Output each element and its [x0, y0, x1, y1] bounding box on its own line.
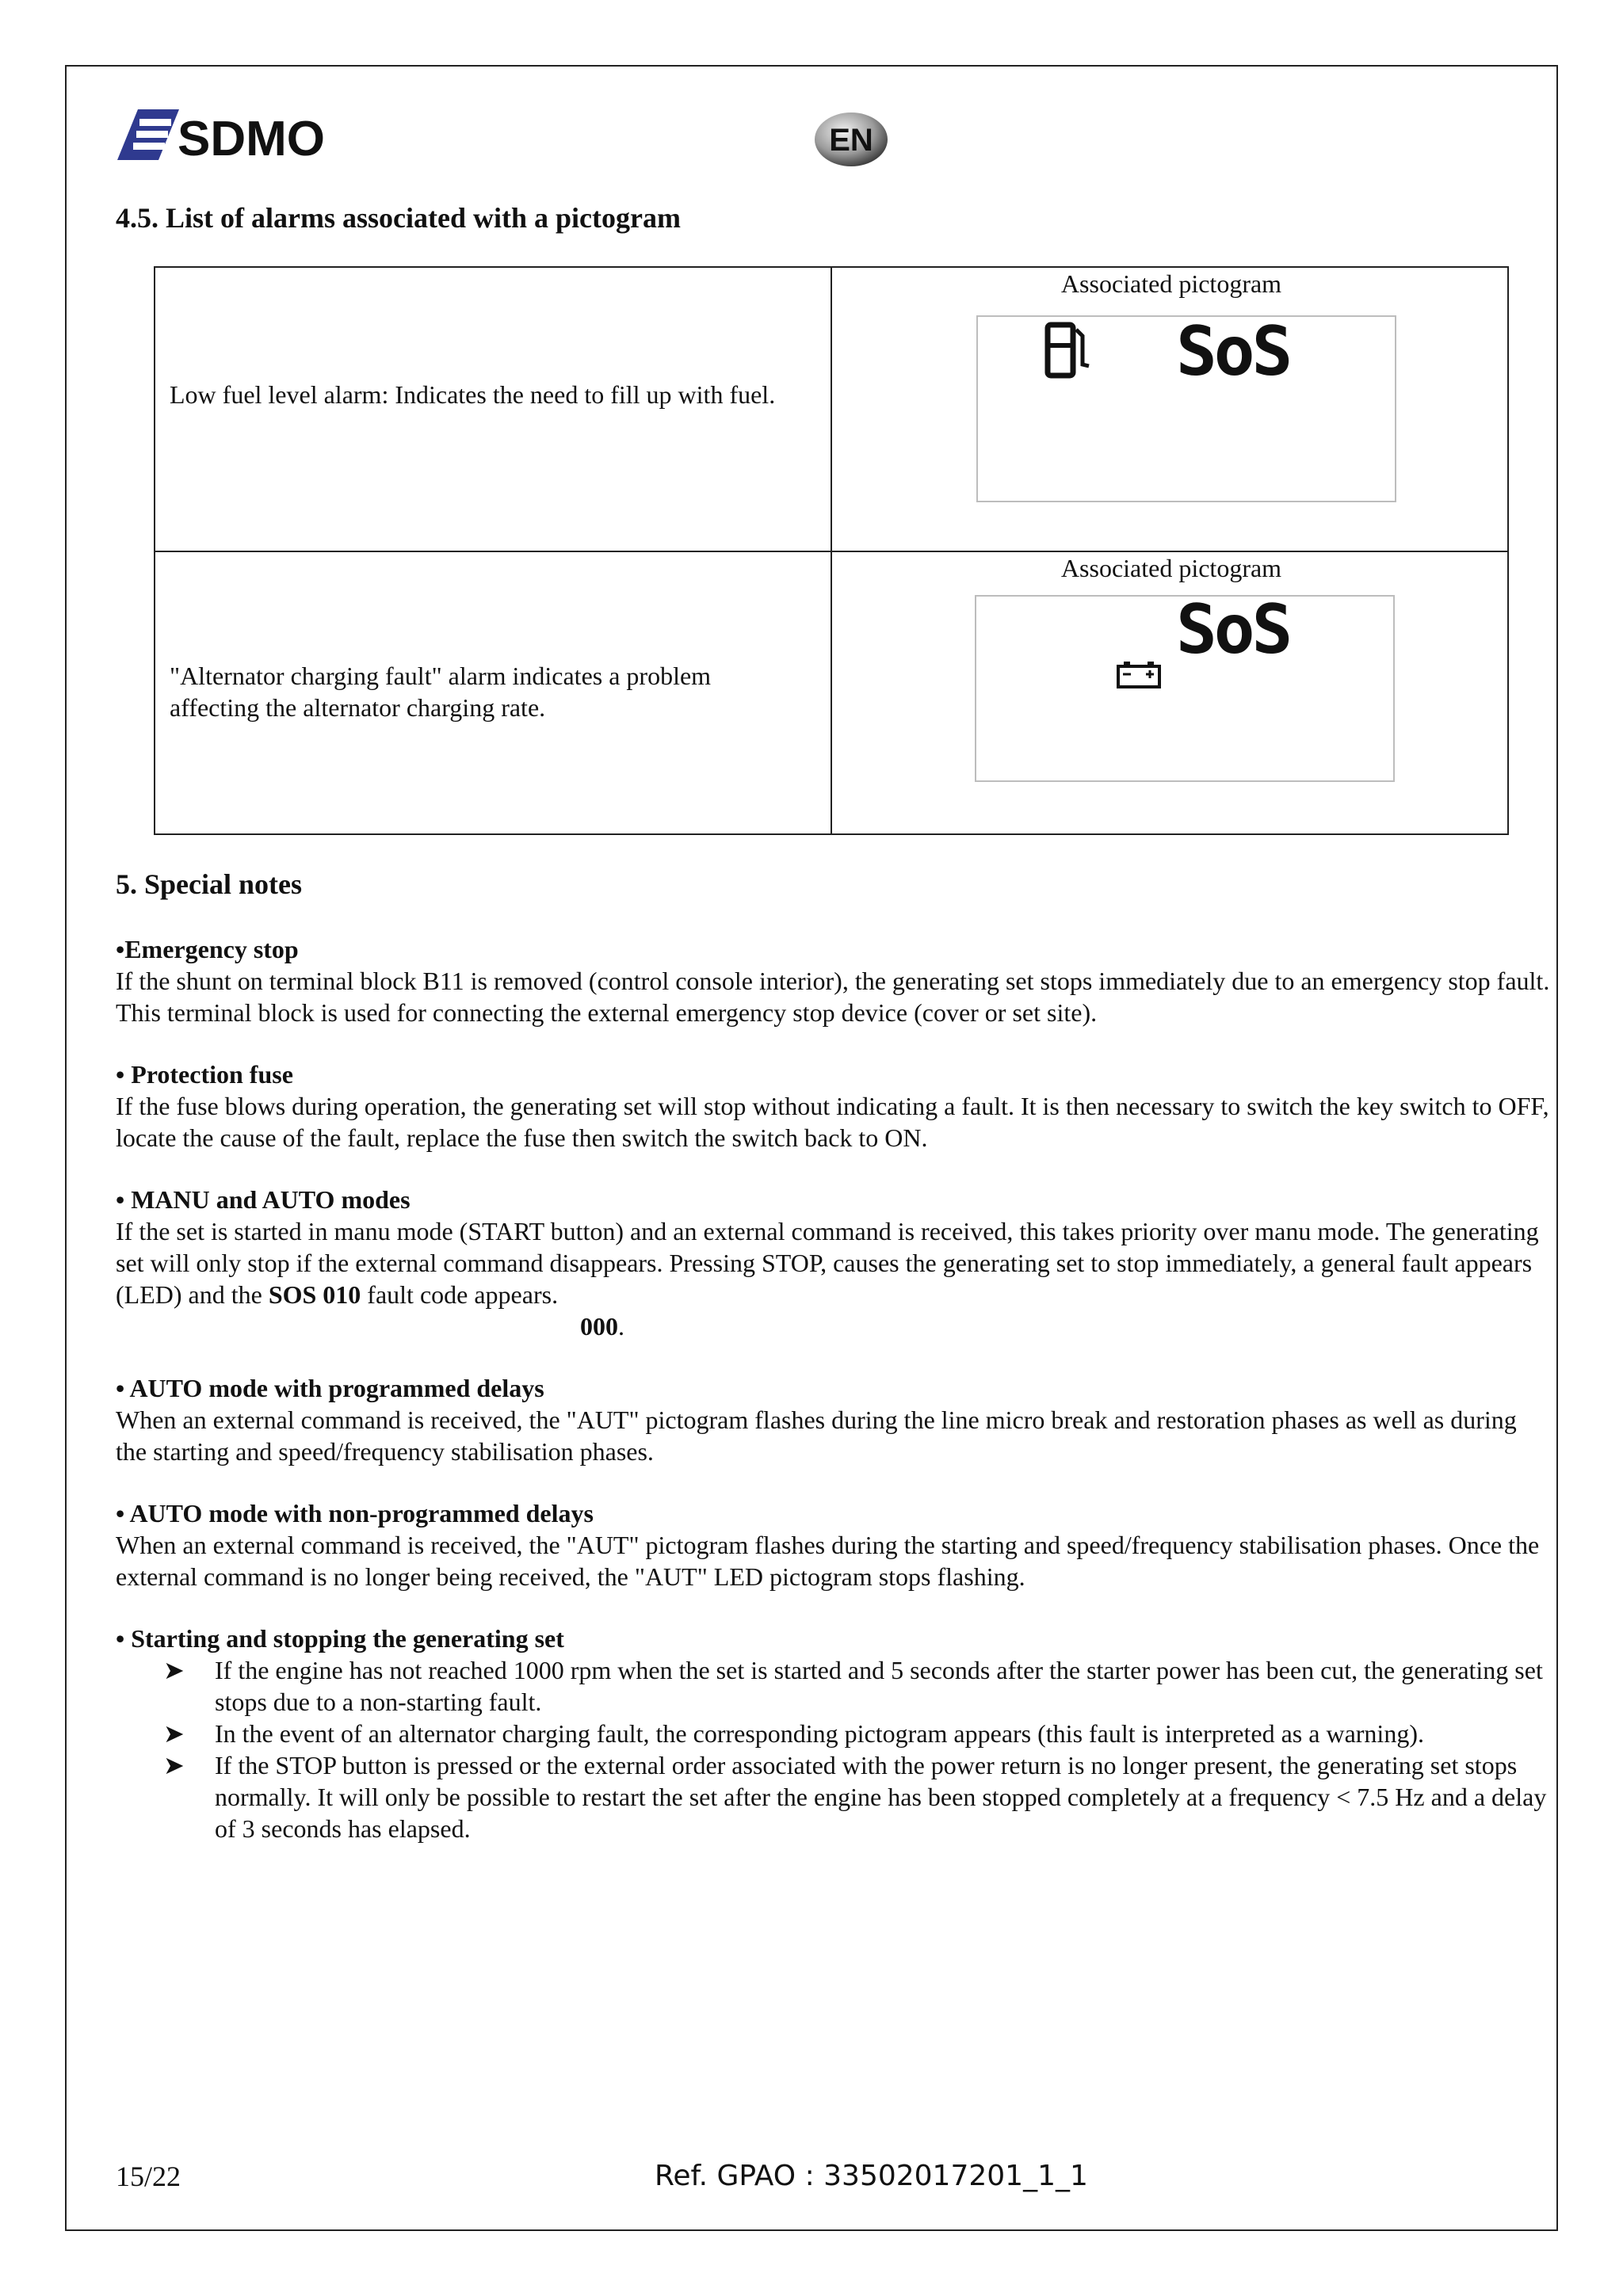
- lcd-code-text: SoS: [1176, 590, 1290, 669]
- code-line: [116, 1310, 1550, 1342]
- list-item: [116, 1654, 1550, 1718]
- lcd-display: [975, 590, 1395, 782]
- sdmo-logo: [116, 103, 338, 166]
- note-heading: • AUTO mode with programmed delays: [116, 1374, 544, 1402]
- table-cell-description: [155, 268, 832, 551]
- section-5-title: 5. Special notes: [116, 868, 303, 900]
- section-45-title: 4.5. List of alarms associated with a pictogram: [116, 202, 681, 234]
- note-emergency-stop: [116, 933, 1550, 1028]
- note-text: [116, 1215, 1550, 1310]
- language-badge-text: EN: [829, 123, 873, 158]
- alarm-table: [154, 266, 1509, 835]
- arrow-bullet-icon: ➤: [163, 1751, 185, 1779]
- table-cell-description: [155, 552, 832, 835]
- note-text-part: fault code appears.: [361, 1280, 559, 1309]
- note-heading: • AUTO mode with non-programmed delays: [116, 1499, 594, 1527]
- pictogram-caption: Associated pictogram: [1060, 269, 1282, 298]
- document-reference: Ref. GPAO : 33502017201_1_1: [655, 2160, 1088, 2192]
- note-heading: • Starting and stopping the generating set: [116, 1624, 564, 1653]
- note-protection-fuse: [116, 1058, 1550, 1154]
- code-value: 000: [580, 1312, 618, 1341]
- list-item-text: If the STOP button is pressed or the external order associated with the power return is no longer present, the generating set stops normally. It will only be possible to restart the set after the engine has been stopped completely at a frequency < 7.5 Hz and a delay of 3 seconds has elapsed.: [215, 1751, 1547, 1843]
- language-badge: [813, 109, 892, 166]
- alarm-description: "Alternator charging fault" alarm indicates a problem affecting the alternator charging rate.: [170, 662, 712, 722]
- page-number: 15/22: [116, 2161, 181, 2192]
- table-row: [155, 551, 1507, 835]
- table-row: [155, 268, 1507, 551]
- fault-code: SOS 010: [268, 1280, 361, 1309]
- pictogram-caption: Associated pictogram: [1060, 554, 1282, 582]
- fuel-pump-icon: [1044, 322, 1092, 379]
- note-heading: •Emergency stop: [116, 935, 299, 963]
- note-manu-auto: [116, 1184, 1550, 1342]
- note-text-part: If the set is started in manu mode (START button) and an external command is received, this takes priority over manu mode. The generating set will only stop if the external command disappears. Pressing STOP, causes the generating set to stop immediately, a general fault appears (LED) and the: [116, 1217, 1539, 1309]
- list-item-text: If the engine has not reached 1000 rpm when the set is started and 5 seconds after the starter power has been cut, the generating set stops due to a non-starting fault.: [215, 1656, 1543, 1716]
- logo-text: SDMO: [178, 112, 325, 166]
- arrow-bullet-icon: ➤: [163, 1656, 185, 1684]
- battery-icon: [1116, 658, 1163, 690]
- arrow-bullet-icon: ➤: [163, 1719, 185, 1748]
- note-auto-programmed: [116, 1372, 1550, 1467]
- list-item: [116, 1718, 1550, 1749]
- note-heading: • MANU and AUTO modes: [116, 1185, 411, 1214]
- list-item-text: In the event of an alternator charging fault, the corresponding pictogram appears (this fault is interpreted as a warning).: [215, 1719, 1424, 1748]
- lcd-display: [976, 312, 1396, 502]
- code-suffix: .: [618, 1312, 624, 1341]
- note-text: If the shunt on terminal block B11 is removed (control console interior), the generating set stops immediately due to an emergency stop fault. This terminal block is used for connecting the external emergency stop device (cover or set site).: [116, 967, 1550, 1027]
- note-start-stop: [116, 1623, 1550, 1844]
- note-text: When an external command is received, the "AUT" pictogram flashes during the starting and speed/frequency stabilisation phases. Once the external command is no longer being received, the "AUT" LED pictogram stops flashing.: [116, 1531, 1540, 1591]
- lcd-code-text: SoS: [1176, 312, 1290, 391]
- note-text: When an external command is received, the "AUT" pictogram flashes during the line micro break and restoration phases as well as during the starting and speed/frequency stabilisation phases.: [116, 1405, 1517, 1466]
- note-text: If the fuse blows during operation, the generating set will stop without indicating a fault. It is then necessary to switch the key switch to OFF, locate the cause of the fault, replace the fuse then switch the switch back to ON.: [116, 1092, 1549, 1152]
- list-item: [116, 1749, 1550, 1844]
- alarm-description: Low fuel level alarm: Indicates the need to fill up with fuel.: [170, 380, 776, 409]
- note-auto-non-programmed: [116, 1497, 1550, 1592]
- note-heading: • Protection fuse: [116, 1060, 293, 1089]
